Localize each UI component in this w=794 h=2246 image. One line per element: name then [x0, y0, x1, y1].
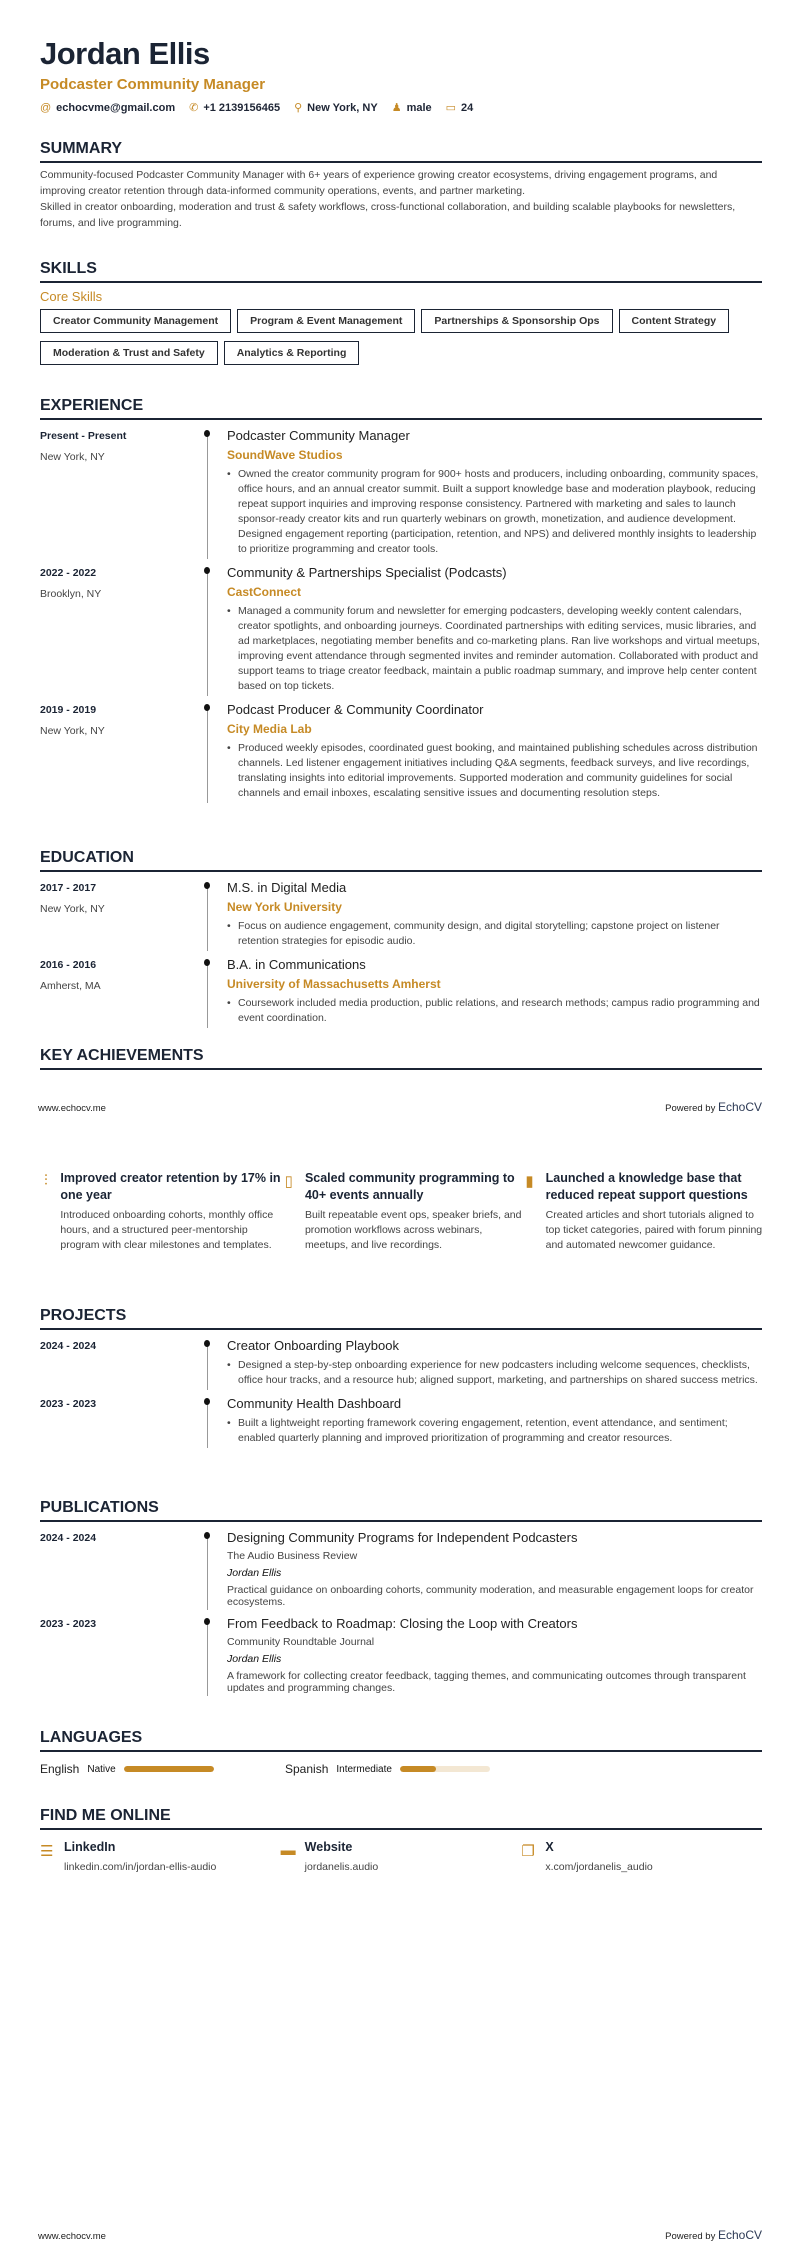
sliders-icon: ⫶: [44, 1172, 48, 1189]
entry-bullet: • Owned the creator community program for 900+ hosts and producers, including onboarding, community spaces, office hours, and an annual creator summit. Built a support knowledge base and moderation playbook, reducing repeat support inquiries and improving response consistency. Partnered with marketing and sales to launch sponsor-ready creator kits and run quarterly webinars on growth, monetization, and audience development. Designed engagement reporting (participation, retention, and NPS) and delivered monthly insights to leadership to prioritize programming and creator tools.: [227, 467, 762, 557]
timeline-entry: [40, 957, 762, 1034]
online-profile[interactable]: [281, 1840, 522, 1873]
entry-location: Brooklyn, NY: [40, 588, 102, 600]
languages-section: [40, 1729, 762, 1776]
entry-meta: [40, 1530, 207, 1616]
entry-date: 2023 - 2023: [40, 1398, 97, 1410]
entry-date: 2022 - 2022: [40, 567, 97, 579]
skills-section: [40, 260, 762, 365]
page-footer: www.echocv.me Powered by EchoCV: [38, 1100, 762, 1114]
section-heading: SKILLS: [40, 260, 762, 283]
timeline-entry: [40, 428, 762, 565]
footer-site-link[interactable]: www.echocv.me: [38, 2231, 106, 2242]
section-heading: KEY ACHIEVEMENTS: [40, 1047, 762, 1070]
entry-bullet: • Focus on audience engagement, community design, and digital storytelling; capstone project on listener retention strategies for episodic audio.: [227, 919, 762, 949]
skill-chip: Moderation & Trust and Safety: [40, 341, 218, 365]
skill-chip: Program & Event Management: [237, 309, 415, 333]
entry-school: New York University: [227, 900, 342, 914]
project-bullet: • Designed a step-by-step onboarding experience for new podcasters including welcome sequences, checklists, office hour tracks, and a resource hub; aligned support, marketing, and partnerships on shared success metrics.: [227, 1358, 762, 1388]
timeline-marker: [207, 1338, 227, 1396]
section-heading: LANGUAGES: [40, 1729, 762, 1752]
achievement-description: Introduced onboarding cohorts, monthly office hours, and a structured peer-mentorship program with clear milestones and templates.: [60, 1209, 274, 1251]
entry-body: [227, 702, 762, 809]
section-heading: SUMMARY: [40, 140, 762, 163]
website-icon: ▬: [280, 1842, 296, 1859]
contact-email[interactable]: @ echocvme@gmail.com: [40, 101, 176, 114]
contact-location: ⚲ New York, NY: [294, 102, 378, 114]
online-profile[interactable]: [521, 1840, 762, 1873]
timeline-entry: [40, 1530, 762, 1616]
online-section: [40, 1807, 762, 1873]
section-heading: PUBLICATIONS: [40, 1499, 762, 1522]
footer-site-link[interactable]: www.echocv.me: [38, 1103, 106, 1114]
projects-section: [40, 1307, 762, 1454]
timeline-entry: [40, 1338, 762, 1396]
proficiency-bar: [400, 1766, 490, 1772]
contact-row: [40, 101, 762, 114]
timeline-marker: [207, 702, 227, 809]
section-heading: EDUCATION: [40, 849, 762, 872]
timeline-entry: [40, 565, 762, 702]
profile-link[interactable]: linkedin.com/in/jordan-ellis-audio: [64, 1861, 217, 1873]
section-heading: PROJECTS: [40, 1307, 762, 1330]
bar-chart-icon: ▮: [525, 1173, 534, 1190]
entry-meta: [40, 1616, 207, 1702]
publication-title: From Feedback to Roadmap: Closing the Loop with Creators: [227, 1616, 578, 1631]
entry-body: [227, 428, 762, 565]
profile-label: LinkedIn: [64, 1840, 116, 1854]
achievement-body: [546, 1170, 766, 1253]
entry-meta: [40, 1338, 207, 1396]
linkedin-icon: ☰: [40, 1843, 54, 1860]
timeline-marker: [207, 1616, 227, 1702]
profile-link[interactable]: jordanelis.audio: [304, 1861, 379, 1873]
achievement-item: [285, 1170, 526, 1253]
entry-meta: [40, 428, 207, 565]
publication-author: Jordan Ellis: [227, 1653, 282, 1665]
profile-body: [545, 1840, 652, 1873]
entry-meta: [40, 880, 207, 957]
project-title: Creator Onboarding Playbook: [227, 1338, 399, 1353]
achievement-title: Improved creator retention by 17% in one year: [60, 1171, 281, 1202]
summary-section: [40, 140, 762, 231]
timeline-marker: [207, 880, 227, 957]
profile-link[interactable]: x.com/jordanelis_audio: [545, 1861, 653, 1873]
x-icon: ❐: [521, 1843, 535, 1860]
header: [40, 36, 762, 114]
entry-date: 2019 - 2019: [40, 704, 97, 716]
achievement-title: Scaled community programming to 40+ events annually: [304, 1171, 515, 1202]
experience-section: [40, 397, 762, 809]
project-bullet: • Built a lightweight reporting framework covering engagement, retention, event attendance, and sentiment; enabled quarterly planning and improved prioritization of programming and creator resources.: [227, 1416, 762, 1446]
at-icon: @: [40, 101, 52, 114]
location-icon: ⚲: [294, 102, 303, 114]
timeline-marker: [207, 565, 227, 702]
skill-chip: Partnerships & Sponsorship Ops: [421, 309, 612, 333]
entry-school: University of Massachusetts Amherst: [227, 977, 441, 991]
timeline-entry: [40, 1396, 762, 1454]
skill-chip: Analytics & Reporting: [224, 341, 360, 365]
entry-meta: [40, 702, 207, 809]
contact-phone[interactable]: ✆ +1 2139156465: [189, 102, 281, 114]
entry-meta: [40, 957, 207, 1034]
entry-location: New York, NY: [40, 451, 105, 463]
proficiency-fill: [124, 1766, 214, 1772]
language-level: Intermediate: [336, 1763, 392, 1775]
entry-bullet: • Produced weekly episodes, coordinated guest booking, and maintained publishing schedules across distribution channels. Led listener engagement initiatives including Q&A segments, feedback surveys, and live recordings, translating insights into editorial improvements. Supported moderation and community guidelines for social channels and email inboxes, escalating sensitive issues and documenting resolution steps.: [227, 741, 762, 801]
publication-description: Practical guidance on onboarding cohorts, community moderation, and measurable engagement loops for creator ecosystems.: [227, 1584, 754, 1608]
contact-age: ▭ 24: [445, 102, 474, 114]
timeline-entry: [40, 880, 762, 957]
page-footer: www.echocv.me Powered by EchoCV: [38, 2228, 762, 2242]
summary-paragraph: Skilled in creator onboarding, moderation and trust & safety workflows, cross-functional collaboration, and building scalable playbooks for newsletters, forums, and live programming.: [40, 201, 736, 229]
phone-icon: ✆: [189, 102, 199, 114]
achievement-body: [60, 1170, 284, 1253]
entry-date: Present - Present: [40, 430, 127, 442]
education-section: [40, 849, 762, 1034]
entry-location: Amherst, MA: [40, 980, 101, 992]
entry-bullet: • Managed a community forum and newsletter for emerging podcasters, developing weekly content calendars, creator spotlights, and onboarding journeys. Coordinated partnerships with editing services, music libraries, and ad marketplaces, negotiating member benefits and co-marketing plans. Ran live workshops and virtual meetups, improving event attendance through segmented invites and reminder automation. Collaborated with product and support teams to triage creator feedback, maintain a public roadmap summary, and improve help center content based on top tickets.: [227, 604, 762, 694]
timeline-marker: [207, 1396, 227, 1454]
proficiency-fill: [400, 1766, 436, 1772]
entry-meta: [40, 565, 207, 702]
achievement-description: Created articles and short tutorials aligned to top ticket categories, paired with forum pinning and automated newcomer guidance.: [545, 1209, 763, 1251]
entry-role: Podcast Producer & Community Coordinator: [227, 702, 484, 717]
entry-degree: M.S. in Digital Media: [227, 880, 347, 895]
footer-brand: EchoCV: [717, 1100, 762, 1114]
publication-publisher: The Audio Business Review: [227, 1550, 358, 1562]
footer-brand: EchoCV: [717, 2228, 762, 2242]
job-title: Podcaster Community Manager: [40, 76, 266, 93]
online-profile[interactable]: [40, 1840, 281, 1873]
entry-body: [227, 1338, 762, 1396]
language-item: [40, 1762, 285, 1776]
achievement-item: [525, 1170, 766, 1253]
publication-title: Designing Community Programs for Independent Podcasters: [227, 1530, 578, 1545]
timeline-marker: [207, 957, 227, 1034]
entry-date: 2016 - 2016: [40, 959, 97, 971]
skill-chips: [40, 309, 762, 365]
entry-role: Podcaster Community Manager: [227, 428, 410, 443]
calendar-icon: ▭: [445, 102, 457, 114]
proficiency-bar: [124, 1766, 214, 1772]
profile-label: X: [545, 1840, 554, 1854]
entry-bullet: • Coursework included media production, public relations, and research methods; campus radio programming and event coordination.: [227, 996, 762, 1026]
person-icon: ♟: [391, 102, 402, 114]
achievement-description: Built repeatable event ops, speaker briefs, and promotion workflows across webinars, meetups, and live recordings.: [304, 1209, 522, 1251]
profile-body: [64, 1840, 216, 1873]
achievement-body: [305, 1170, 525, 1253]
entry-body: [227, 1396, 762, 1454]
skill-group-title: Core Skills: [40, 289, 103, 304]
entry-role: Community & Partnerships Specialist (Podcasts): [227, 565, 507, 580]
entry-degree: B.A. in Communications: [227, 957, 366, 972]
skill-chip: Creator Community Management: [40, 309, 231, 333]
entry-organization: SoundWave Studios: [227, 448, 343, 462]
candidate-name: Jordan Ellis: [40, 36, 210, 71]
timeline-entry: [40, 1616, 762, 1702]
entry-location: New York, NY: [40, 903, 105, 915]
achievement-title: Launched a knowledge base that reduced repeat support questions: [545, 1171, 748, 1202]
entry-date: 2024 - 2024: [40, 1532, 97, 1544]
profile-body: [305, 1840, 379, 1873]
entry-body: [227, 1530, 762, 1616]
entry-location: New York, NY: [40, 725, 105, 737]
entry-meta: [40, 1396, 207, 1454]
section-heading: EXPERIENCE: [40, 397, 762, 420]
entry-body: [227, 565, 762, 702]
publications-section: [40, 1499, 762, 1702]
language-level: Native: [87, 1763, 116, 1775]
entry-body: [227, 1616, 762, 1702]
timeline-marker: [207, 1530, 227, 1616]
summary-paragraph: Community-focused Podcaster Community Manager with 6+ years of experience growing creator ecosystems, driving engagement programs, and improving creator retention through data-informed community operations, events, and partner marketing.: [40, 169, 718, 197]
achievements-section: [40, 1047, 762, 1070]
entry-date: 2023 - 2023: [40, 1618, 97, 1630]
publication-description: A framework for collecting creator feedback, tagging themes, and communicating outcomes through transparent updates and programming changes.: [227, 1670, 746, 1694]
timeline-entry: [40, 702, 762, 809]
entry-date: 2024 - 2024: [40, 1340, 97, 1352]
publication-publisher: Community Roundtable Journal: [227, 1636, 375, 1648]
language-item: [285, 1762, 530, 1776]
entry-body: [227, 957, 762, 1034]
entry-organization: CastConnect: [227, 585, 302, 599]
achievement-item: [44, 1170, 285, 1253]
project-title: Community Health Dashboard: [227, 1396, 402, 1411]
skill-chip: Content Strategy: [619, 309, 730, 333]
entry-date: 2017 - 2017: [40, 882, 97, 894]
mobile-icon: ▯: [284, 1173, 293, 1190]
profile-label: Website: [304, 1840, 353, 1854]
entry-body: [227, 880, 762, 957]
contact-gender: ♟ male: [391, 102, 432, 114]
language-name: English: [40, 1762, 80, 1776]
achievements-list: [44, 1170, 766, 1253]
entry-organization: City Media Lab: [227, 722, 312, 736]
language-name: Spanish: [285, 1762, 329, 1776]
publication-author: Jordan Ellis: [227, 1567, 282, 1579]
timeline-marker: [207, 428, 227, 565]
section-heading: FIND ME ONLINE: [40, 1807, 762, 1830]
